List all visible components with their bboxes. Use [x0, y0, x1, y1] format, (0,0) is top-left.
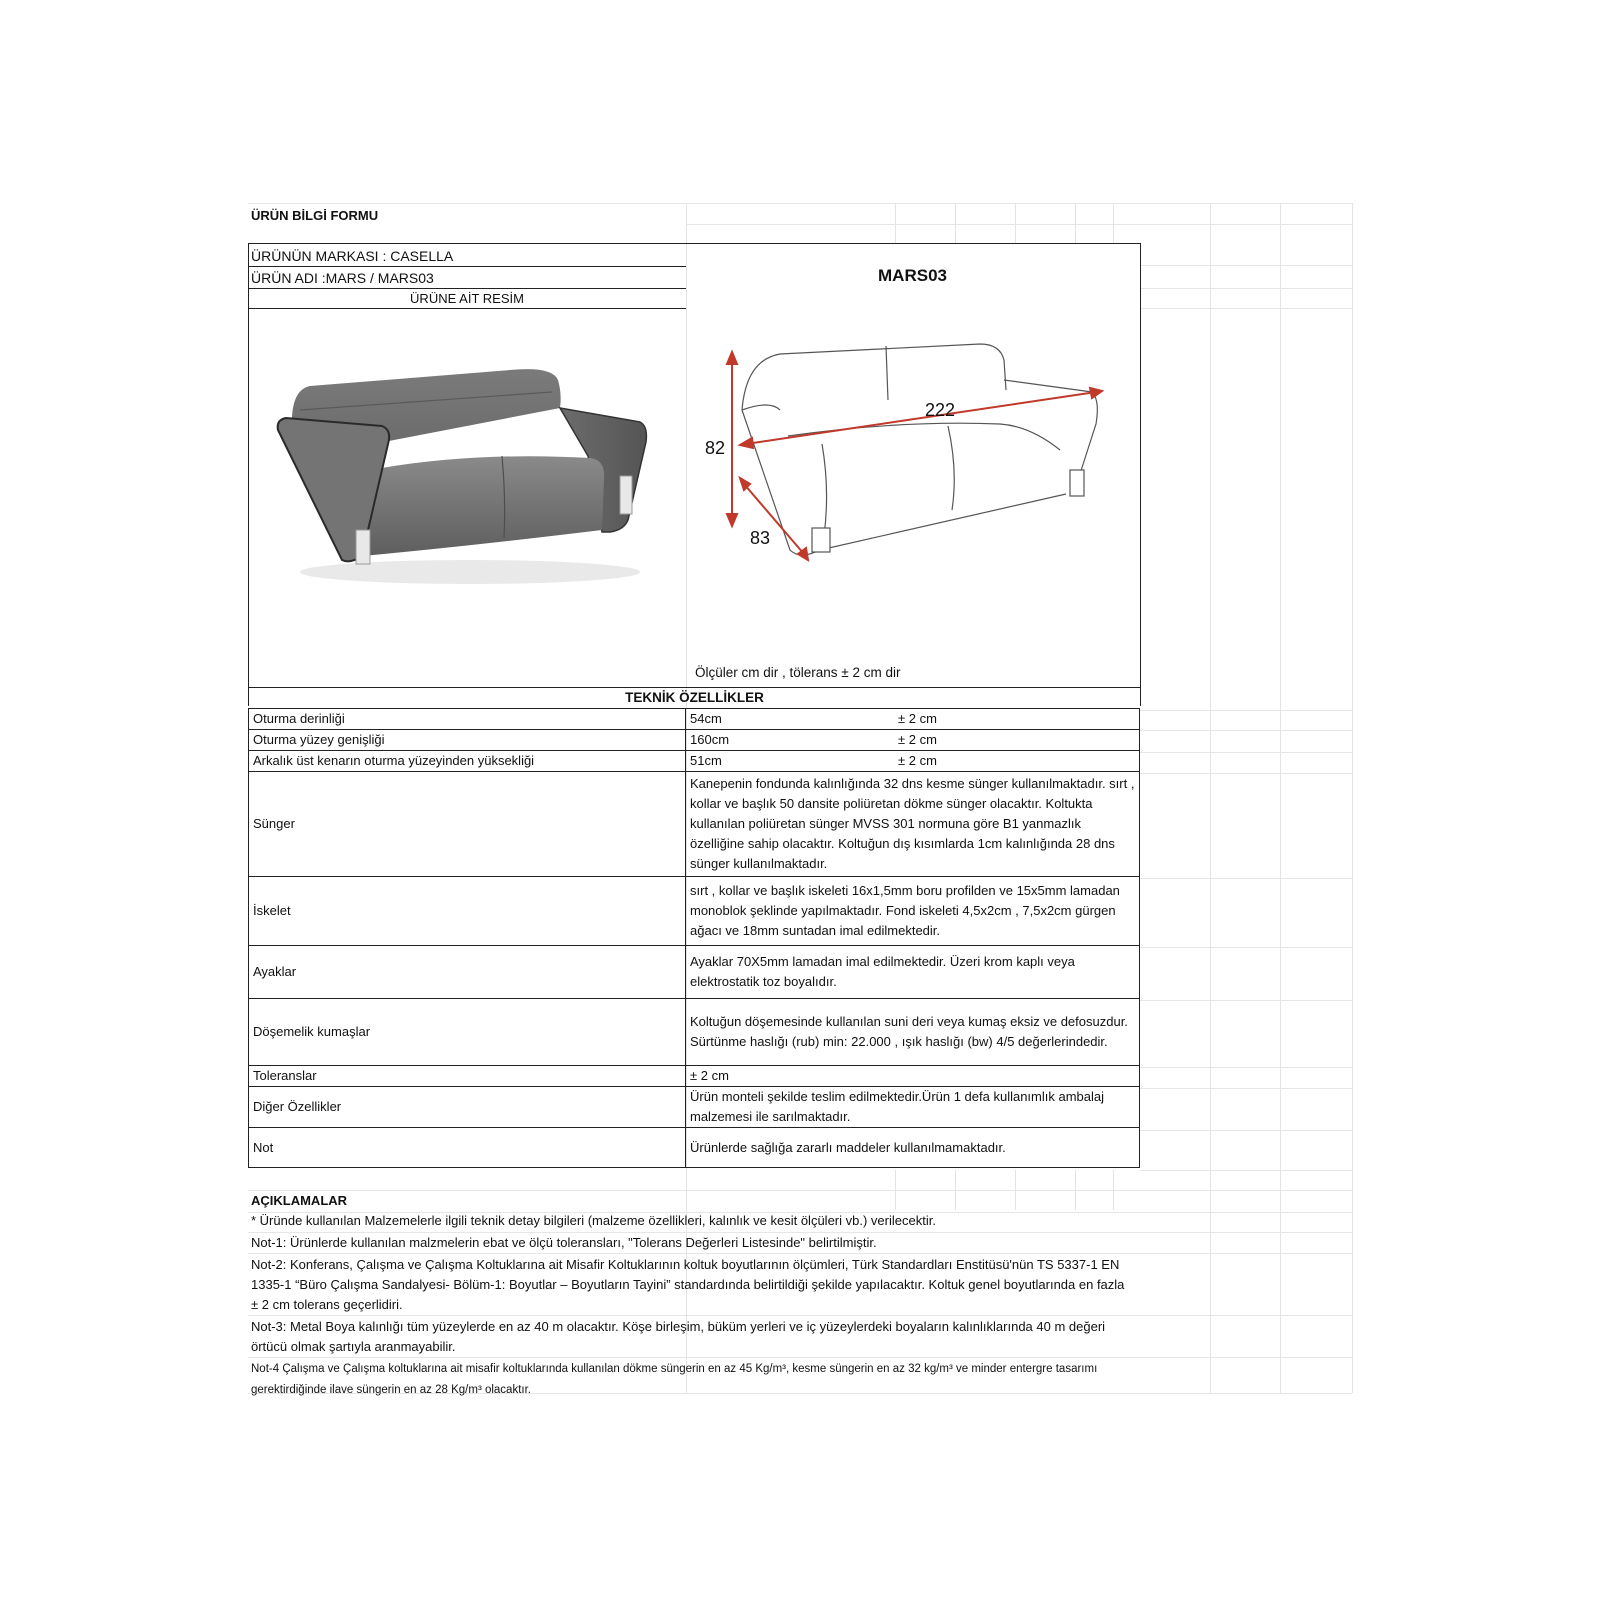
spec-value: ± 2 cm — [686, 1066, 1140, 1087]
note-item: Not-4 Çalışma ve Çalışma koltuklarına ait misafir koltuklarında kullanılan dökme süngerin en az 45 Kg/m³, kesme süngerin en az 32 kg/m³ ve minder entergre tasarımı gerektirdiğinde ilave süngerin en az 28 Kg/m³ olacaktır. — [251, 1363, 1098, 1396]
spec-row — [249, 709, 1140, 730]
sofa-leg-front — [356, 530, 370, 564]
note-item: * Üründe kullanılan Malzemelerle ilgili teknik detay bilgileri (malzeme özellikleri, kalınlık ve kesit ölçüleri vb.) verilecektir. — [251, 1213, 936, 1228]
model-title: MARS03 — [878, 266, 947, 285]
spec-row — [249, 730, 1140, 751]
spec-value-cell — [686, 730, 1140, 751]
spec-value: Ürün monteli şekilde teslim edilmektedir.Ürün 1 defa kullanımlık ambalaj malzemesi ile sarılmaktadır. — [686, 1087, 1140, 1128]
spec-row — [249, 1066, 1140, 1087]
spec-value: 51cm — [690, 753, 722, 768]
spec-tolerance: ± 2 cm — [898, 732, 937, 747]
spec-value: Ayaklar 70X5mm lamadan imal edilmektedir. Üzeri krom kaplı veya elektrostatik toz boyalıdır. — [686, 946, 1140, 999]
dimension-note: Ölçüler cm dir , tölerans ± 2 cm dir — [695, 665, 901, 680]
note-item: Not-2: Konferans, Çalışma ve Çalışma Koltuklarına ait Misafir Koltuklarının koltuk boyutlarının ölçümleri, Türk Standardları Enstitüsü'nün TS 5337-1 EN 1335-1 “Büro Çalışma Sandalyesi- Bölüm-1: Boyutlar – Boyutların Tayini” standardında belirtildiği şekilde yapılacaktır. Koltuk genel boyutlarında en fazla ± 2 cm tolerans geçerlidiri. — [251, 1257, 1125, 1312]
spec-value: 160cm — [690, 732, 730, 747]
spec-row — [249, 877, 1140, 946]
spec-row — [249, 772, 1140, 877]
spec-row — [249, 1087, 1140, 1128]
spec-label: Sünger — [249, 772, 686, 877]
spec-tolerance: ± 2 cm — [898, 753, 937, 768]
spec-label: Oturma yüzey genişliği — [249, 730, 686, 751]
image-caption: ÜRÜNE AİT RESİM — [410, 291, 524, 306]
note-item: Not-3: Metal Boya kalınlığı tüm yüzeylerde en az 40 m olacaktır. Köşe birleşim, büküm yerleri ve iç yüzeylerdeki boyaların kalınlıklarında 40 m değeri örtücü olmak şartıyla aranmayabilir. — [251, 1319, 1106, 1354]
brand-line: ÜRÜNÜN MARKASI : CASELLA — [251, 248, 454, 264]
notes-title: AÇIKLAMALAR — [251, 1193, 348, 1208]
spec-value: 54cm — [690, 711, 722, 726]
spec-label: Arkalık üst kenarın oturma yüzeyinden yüksekliği — [249, 751, 686, 772]
spec-value-cell — [686, 709, 1140, 730]
sofa-leg-right — [620, 476, 632, 514]
specs-title: TEKNİK ÖZELLİKLER — [625, 690, 764, 705]
spec-label: Not — [249, 1128, 686, 1168]
sofa-photo — [270, 360, 670, 600]
spec-value: Ürünlerde sağlığa zararlı maddeler kullanılmamaktadır. — [686, 1128, 1140, 1168]
note-item: Not-1: Ürünlerde kullanılan malzmelerin ebat ve ölçü toleransları, "Tolerans Değerleri Listesinde" belirtilmiştir. — [251, 1235, 877, 1250]
specs-table — [248, 708, 1140, 1168]
notes-section — [251, 1193, 1131, 1403]
dim-height-label: 82 — [705, 438, 726, 458]
form-title: ÜRÜN BİLGİ FORMU — [251, 208, 379, 223]
spec-label: Ayaklar — [249, 946, 686, 999]
spec-value: sırt , kollar ve başlık iskeleti 16x1,5mm boru profilden ve 15x5mm lamadan monoblok şeklinde yapılmaktadır. Fond iskeleti 4,5x2cm , 7,5x2cm gürgen ağacı ve 18mm suntadan imal edilmektedir. — [686, 877, 1140, 946]
dim-width-label: 222 — [925, 400, 956, 420]
spec-value: Koltuğun döşemesinde kullanılan suni deri veya kumaş eksiz ve defosuzdur. Sürtünme haslığı (rub) min: 22.000 , ışık haslığı (bw) 4/5 değerlerindedir. — [686, 999, 1140, 1066]
spec-label: İskelet — [249, 877, 686, 946]
spec-row — [249, 946, 1140, 999]
spec-tolerance: ± 2 cm — [898, 711, 937, 726]
spec-label: Toleranslar — [249, 1066, 686, 1087]
spec-label: Oturma derinliği — [249, 709, 686, 730]
spec-row — [249, 751, 1140, 772]
spec-row — [249, 999, 1140, 1066]
spec-label: Diğer Özellikler — [249, 1087, 686, 1128]
dim-depth-label: 83 — [750, 528, 771, 548]
name-line: ÜRÜN ADI :MARS / MARS03 — [251, 270, 434, 286]
spec-value: Kanepenin fondunda kalınlığında 32 dns kesme sünger kullanılmaktadır. sırt , kollar ve başlık 50 dansite poliüretan dökme sünger olacaktır. Koltukta kullanılan poliüretan sünger MVSS 301 normuna göre B1 yanmazlık özelliğine sahip olacaktır. Koltuğun dış kısımlarda 1cm kalınlığında 28 dns sünger kullanılmaktadır. — [686, 772, 1140, 877]
spec-value-cell — [686, 751, 1140, 772]
spec-label: Döşemelik kumaşlar — [249, 999, 686, 1066]
spec-row — [249, 1128, 1140, 1168]
